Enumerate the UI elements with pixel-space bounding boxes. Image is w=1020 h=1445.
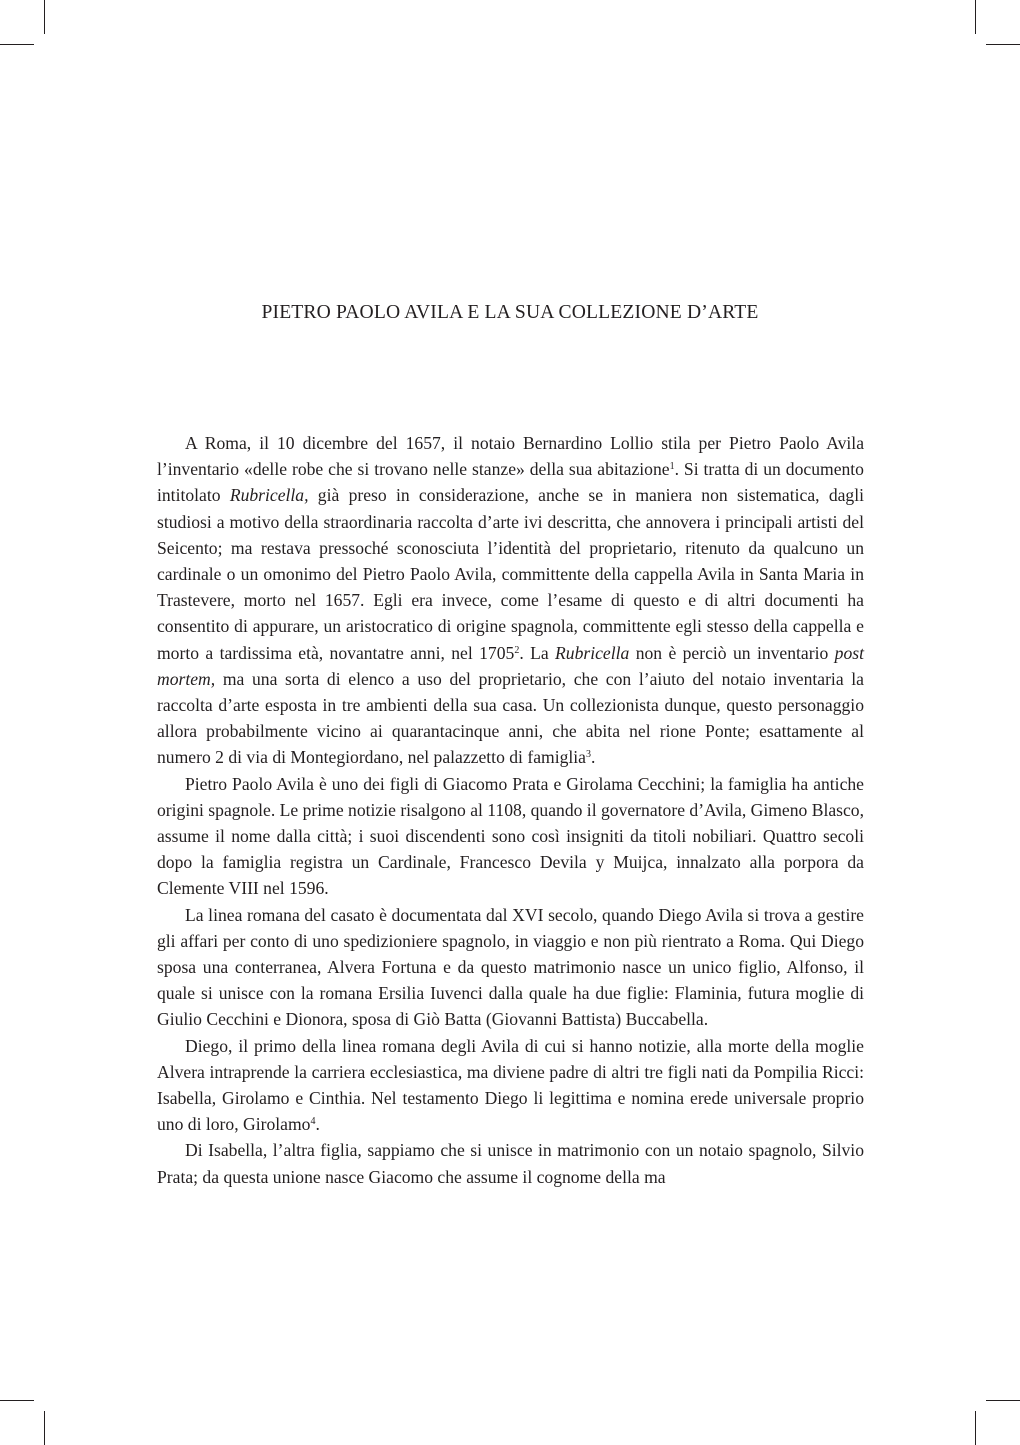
crop-mark <box>975 0 976 34</box>
footnote-ref: 3 <box>585 749 591 761</box>
crop-mark <box>0 44 34 45</box>
paragraph <box>157 902 864 1033</box>
text-run: . La <box>519 642 556 663</box>
text-run: A Roma, il 10 dicembre del 1657, il notaio Bernardino Lollio stila per Pietro Paolo Avila l’inventario «delle robe che si trovano nelle stanze» della sua abitazione <box>157 433 864 480</box>
crop-mark <box>975 1411 976 1445</box>
text-run: . <box>590 747 596 768</box>
italic-text: Rubricella, <box>229 485 309 506</box>
footnote-ref: 4 <box>310 1116 316 1128</box>
italic-text: post mortem, <box>157 642 864 689</box>
text-run: La linea romana del casato è documentata dal XVI secolo, quando Diego Avila si trova a gestire gli affari per conto di uno spedizioniere spagnolo, in viaggio e non più rientrato a Roma. Qui Diego sposa una conterranea, Alvera Fortuna e da questo matrimonio nasce un unico figlio, Alfonso, il quale si unisce con la romana Ersilia Iuvenci dalla quale ha due figlie: Flaminia, futura moglie di Giulio Cecchini e Dionora, sposa di Giò Batta (Giovanni Battista) Buccabella. <box>157 904 864 1030</box>
italic-text: Rubricella <box>555 642 630 663</box>
crop-mark <box>0 1400 34 1401</box>
text-run: . <box>315 1114 320 1135</box>
text-run: ma una sorta di elenco a uso del proprietario, che con l’aiuto del notaio inventaria la raccolta d’arte esposta in tre ambienti della sua casa. Un collezionista dunque, questo personaggio allora probabilmente vicino ai quarantacinque anni, che abita nel rione Ponte; esattamente al numero 2 di via di Montegiordano, nel palazzetto di famiglia <box>157 668 864 768</box>
crop-mark <box>44 0 45 34</box>
footnote-ref: 2 <box>514 644 520 656</box>
paragraph <box>157 1033 864 1138</box>
body-text <box>157 430 864 1190</box>
text-run: Di Isabella, l’altra figlia, sappiamo che si unisce in matrimonio con un notaio spagnolo, Silvio Prata; da questa unione nasce Giacomo che assume il cognome della ma <box>157 1140 864 1187</box>
text-run: . Si tratta di un documento intitolato <box>157 459 864 506</box>
text-run: non è perciò un inventario <box>629 642 835 663</box>
crop-mark <box>986 44 1020 45</box>
text-run: già preso in considerazione, anche se in maniera non sistematica, dagli studiosi a motivo della straordinaria raccolta d’arte ivi descritta, che annovera i principali artisti del Seicento; ma restava pressoché sconosciuta l’identità del proprietario, ritenuto da qualcuno un cardinale o un omonimo del Pietro Paolo Avila, committente della cappella Avila in Santa Maria in Trastevere, morto nel 1657. Egli era invece, come l’esame di questo e di altri documenti ha consentito di appurare, un aristocratico di origine spagnola, committente egli stesso della cappella e morto a tardissima età, novantatre anni, nel 1705 <box>157 485 864 663</box>
footnote-ref: 1 <box>669 461 675 473</box>
paragraph <box>157 771 864 902</box>
paragraph <box>157 1137 864 1189</box>
text-run: Diego, il primo della linea romana degli Avila di cui si hanno notizie, alla morte della moglie Alvera intraprende la carriera ecclesiastica, ma diviene padre di altri tre figli nati da Pompilia Ricci: Isabella, Girolamo e Cinthia. Nel testamento Diego li legittima e nomina erede universale proprio uno di loro, Girolamo <box>157 1035 864 1135</box>
paragraph <box>157 430 864 771</box>
text-run: Pietro Paolo Avila è uno dei figli di Giacomo Prata e Girolama Cecchini; la famiglia ha antiche origini spagnole. Le prime notizie risalgono al 1108, quando il governatore d’Avila, Gimeno Blasco, assume il nome dalla città; i suoi discendenti sono così insigniti da titoli nobiliari. Quattro secoli dopo la famiglia registra un Cardinale, Francesco Devila y Muijca, innalzato alla porpora da Clemente VIII nel 1596. <box>157 773 864 899</box>
crop-mark <box>44 1411 45 1445</box>
crop-mark <box>986 1400 1020 1401</box>
page-title: PIETRO PAOLO AVILA E LA SUA COLLEZIONE D’ARTE <box>261 302 759 323</box>
